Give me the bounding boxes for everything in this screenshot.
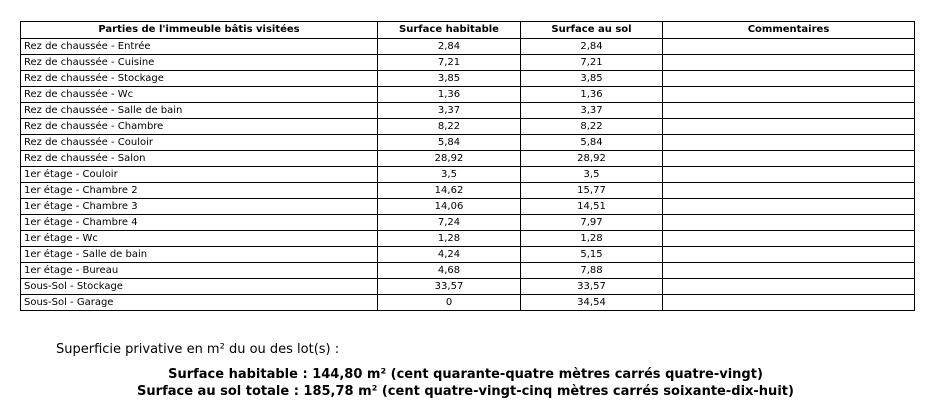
room-name-cell: Rez de chaussée - Stockage <box>21 71 378 87</box>
comment-cell <box>663 215 915 231</box>
habitable-area-cell: 3,85 <box>378 71 521 87</box>
header-habitable-area: Surface habitable <box>378 22 521 39</box>
ground-area-cell: 14,51 <box>521 199 663 215</box>
ground-area-cell: 1,36 <box>521 87 663 103</box>
table-row <box>21 215 915 231</box>
room-name-cell: Sous-Sol - Garage <box>21 295 378 311</box>
room-name-cell: 1er étage - Chambre 2 <box>21 183 378 199</box>
habitable-area-cell: 2,84 <box>378 39 521 55</box>
comment-cell <box>663 295 915 311</box>
comment-cell <box>663 71 915 87</box>
surfaces-table-body <box>21 39 915 311</box>
comment-cell <box>663 231 915 247</box>
habitable-area-cell: 5,84 <box>378 135 521 151</box>
comment-cell <box>663 167 915 183</box>
ground-area-cell: 28,92 <box>521 151 663 167</box>
habitable-area-cell: 7,21 <box>378 55 521 71</box>
comment-cell <box>663 55 915 71</box>
table-row <box>21 183 915 199</box>
comment-cell <box>663 199 915 215</box>
table-row <box>21 199 915 215</box>
ground-area-cell: 8,22 <box>521 119 663 135</box>
habitable-area-cell: 1,28 <box>378 231 521 247</box>
habitable-area-cell: 4,24 <box>378 247 521 263</box>
comment-cell <box>663 39 915 55</box>
ground-area-cell: 5,15 <box>521 247 663 263</box>
table-row <box>21 119 915 135</box>
habitable-area-cell: 3,5 <box>378 167 521 183</box>
ground-area-cell: 7,97 <box>521 215 663 231</box>
ground-area-cell: 3,5 <box>521 167 663 183</box>
room-name-cell: Rez de chaussée - Wc <box>21 87 378 103</box>
room-name-cell: 1er étage - Chambre 4 <box>21 215 378 231</box>
comment-cell <box>663 87 915 103</box>
room-name-cell: 1er étage - Wc <box>21 231 378 247</box>
table-row <box>21 103 915 119</box>
ground-area-total: Surface au sol totale : 185,78 m² (cent quatre-vingt-cinq mètres carrés soixante-dix-huit) <box>137 384 794 399</box>
header-ground-area: Surface au sol <box>521 22 663 39</box>
room-name-cell: Rez de chaussée - Chambre <box>21 119 378 135</box>
habitable-area-cell: 3,37 <box>378 103 521 119</box>
room-name-cell: 1er étage - Couloir <box>21 167 378 183</box>
comment-cell <box>663 263 915 279</box>
comment-cell <box>663 247 915 263</box>
table-row <box>21 295 915 311</box>
table-row <box>21 39 915 55</box>
table-row <box>21 231 915 247</box>
comment-cell <box>663 183 915 199</box>
table-row <box>21 247 915 263</box>
habitable-area-cell: 14,62 <box>378 183 521 199</box>
private-area-intro: Superficie privative en m² du ou des lot(s) : <box>56 342 340 357</box>
comment-cell <box>663 119 915 135</box>
ground-area-cell: 7,21 <box>521 55 663 71</box>
habitable-area-cell: 14,06 <box>378 199 521 215</box>
room-name-cell: Sous-Sol - Stockage <box>21 279 378 295</box>
habitable-area-cell: 4,68 <box>378 263 521 279</box>
ground-area-cell: 34,54 <box>521 295 663 311</box>
table-row <box>21 279 915 295</box>
table-row <box>21 151 915 167</box>
ground-area-cell: 33,57 <box>521 279 663 295</box>
table-row <box>21 135 915 151</box>
room-name-cell: Rez de chaussée - Couloir <box>21 135 378 151</box>
table-row <box>21 263 915 279</box>
comment-cell <box>663 103 915 119</box>
habitable-area-cell: 7,24 <box>378 215 521 231</box>
room-name-cell: 1er étage - Chambre 3 <box>21 199 378 215</box>
table-row <box>21 71 915 87</box>
room-name-cell: 1er étage - Bureau <box>21 263 378 279</box>
habitable-area-cell: 28,92 <box>378 151 521 167</box>
ground-area-cell: 1,28 <box>521 231 663 247</box>
ground-area-cell: 2,84 <box>521 39 663 55</box>
ground-area-cell: 3,37 <box>521 103 663 119</box>
table-row <box>21 167 915 183</box>
room-name-cell: 1er étage - Salle de bain <box>21 247 378 263</box>
table-row <box>21 55 915 71</box>
ground-area-cell: 7,88 <box>521 263 663 279</box>
header-comments: Commentaires <box>663 22 915 39</box>
header-rooms: Parties de l'immeuble bâtis visitées <box>21 22 378 39</box>
room-name-cell: Rez de chaussée - Entrée <box>21 39 378 55</box>
habitable-area-total: Surface habitable : 144,80 m² (cent quarante-quatre mètres carrés quatre-vingt) <box>168 367 763 382</box>
habitable-area-cell: 1,36 <box>378 87 521 103</box>
habitable-area-cell: 0 <box>378 295 521 311</box>
habitable-area-cell: 33,57 <box>378 279 521 295</box>
ground-area-cell: 5,84 <box>521 135 663 151</box>
room-name-cell: Rez de chaussée - Salle de bain <box>21 103 378 119</box>
table-row <box>21 87 915 103</box>
room-name-cell: Rez de chaussée - Salon <box>21 151 378 167</box>
comment-cell <box>663 279 915 295</box>
comment-cell <box>663 135 915 151</box>
room-name-cell: Rez de chaussée - Cuisine <box>21 55 378 71</box>
table-header-row <box>21 22 915 39</box>
ground-area-cell: 15,77 <box>521 183 663 199</box>
habitable-area-cell: 8,22 <box>378 119 521 135</box>
surfaces-table <box>20 21 915 311</box>
ground-area-cell: 3,85 <box>521 71 663 87</box>
comment-cell <box>663 151 915 167</box>
